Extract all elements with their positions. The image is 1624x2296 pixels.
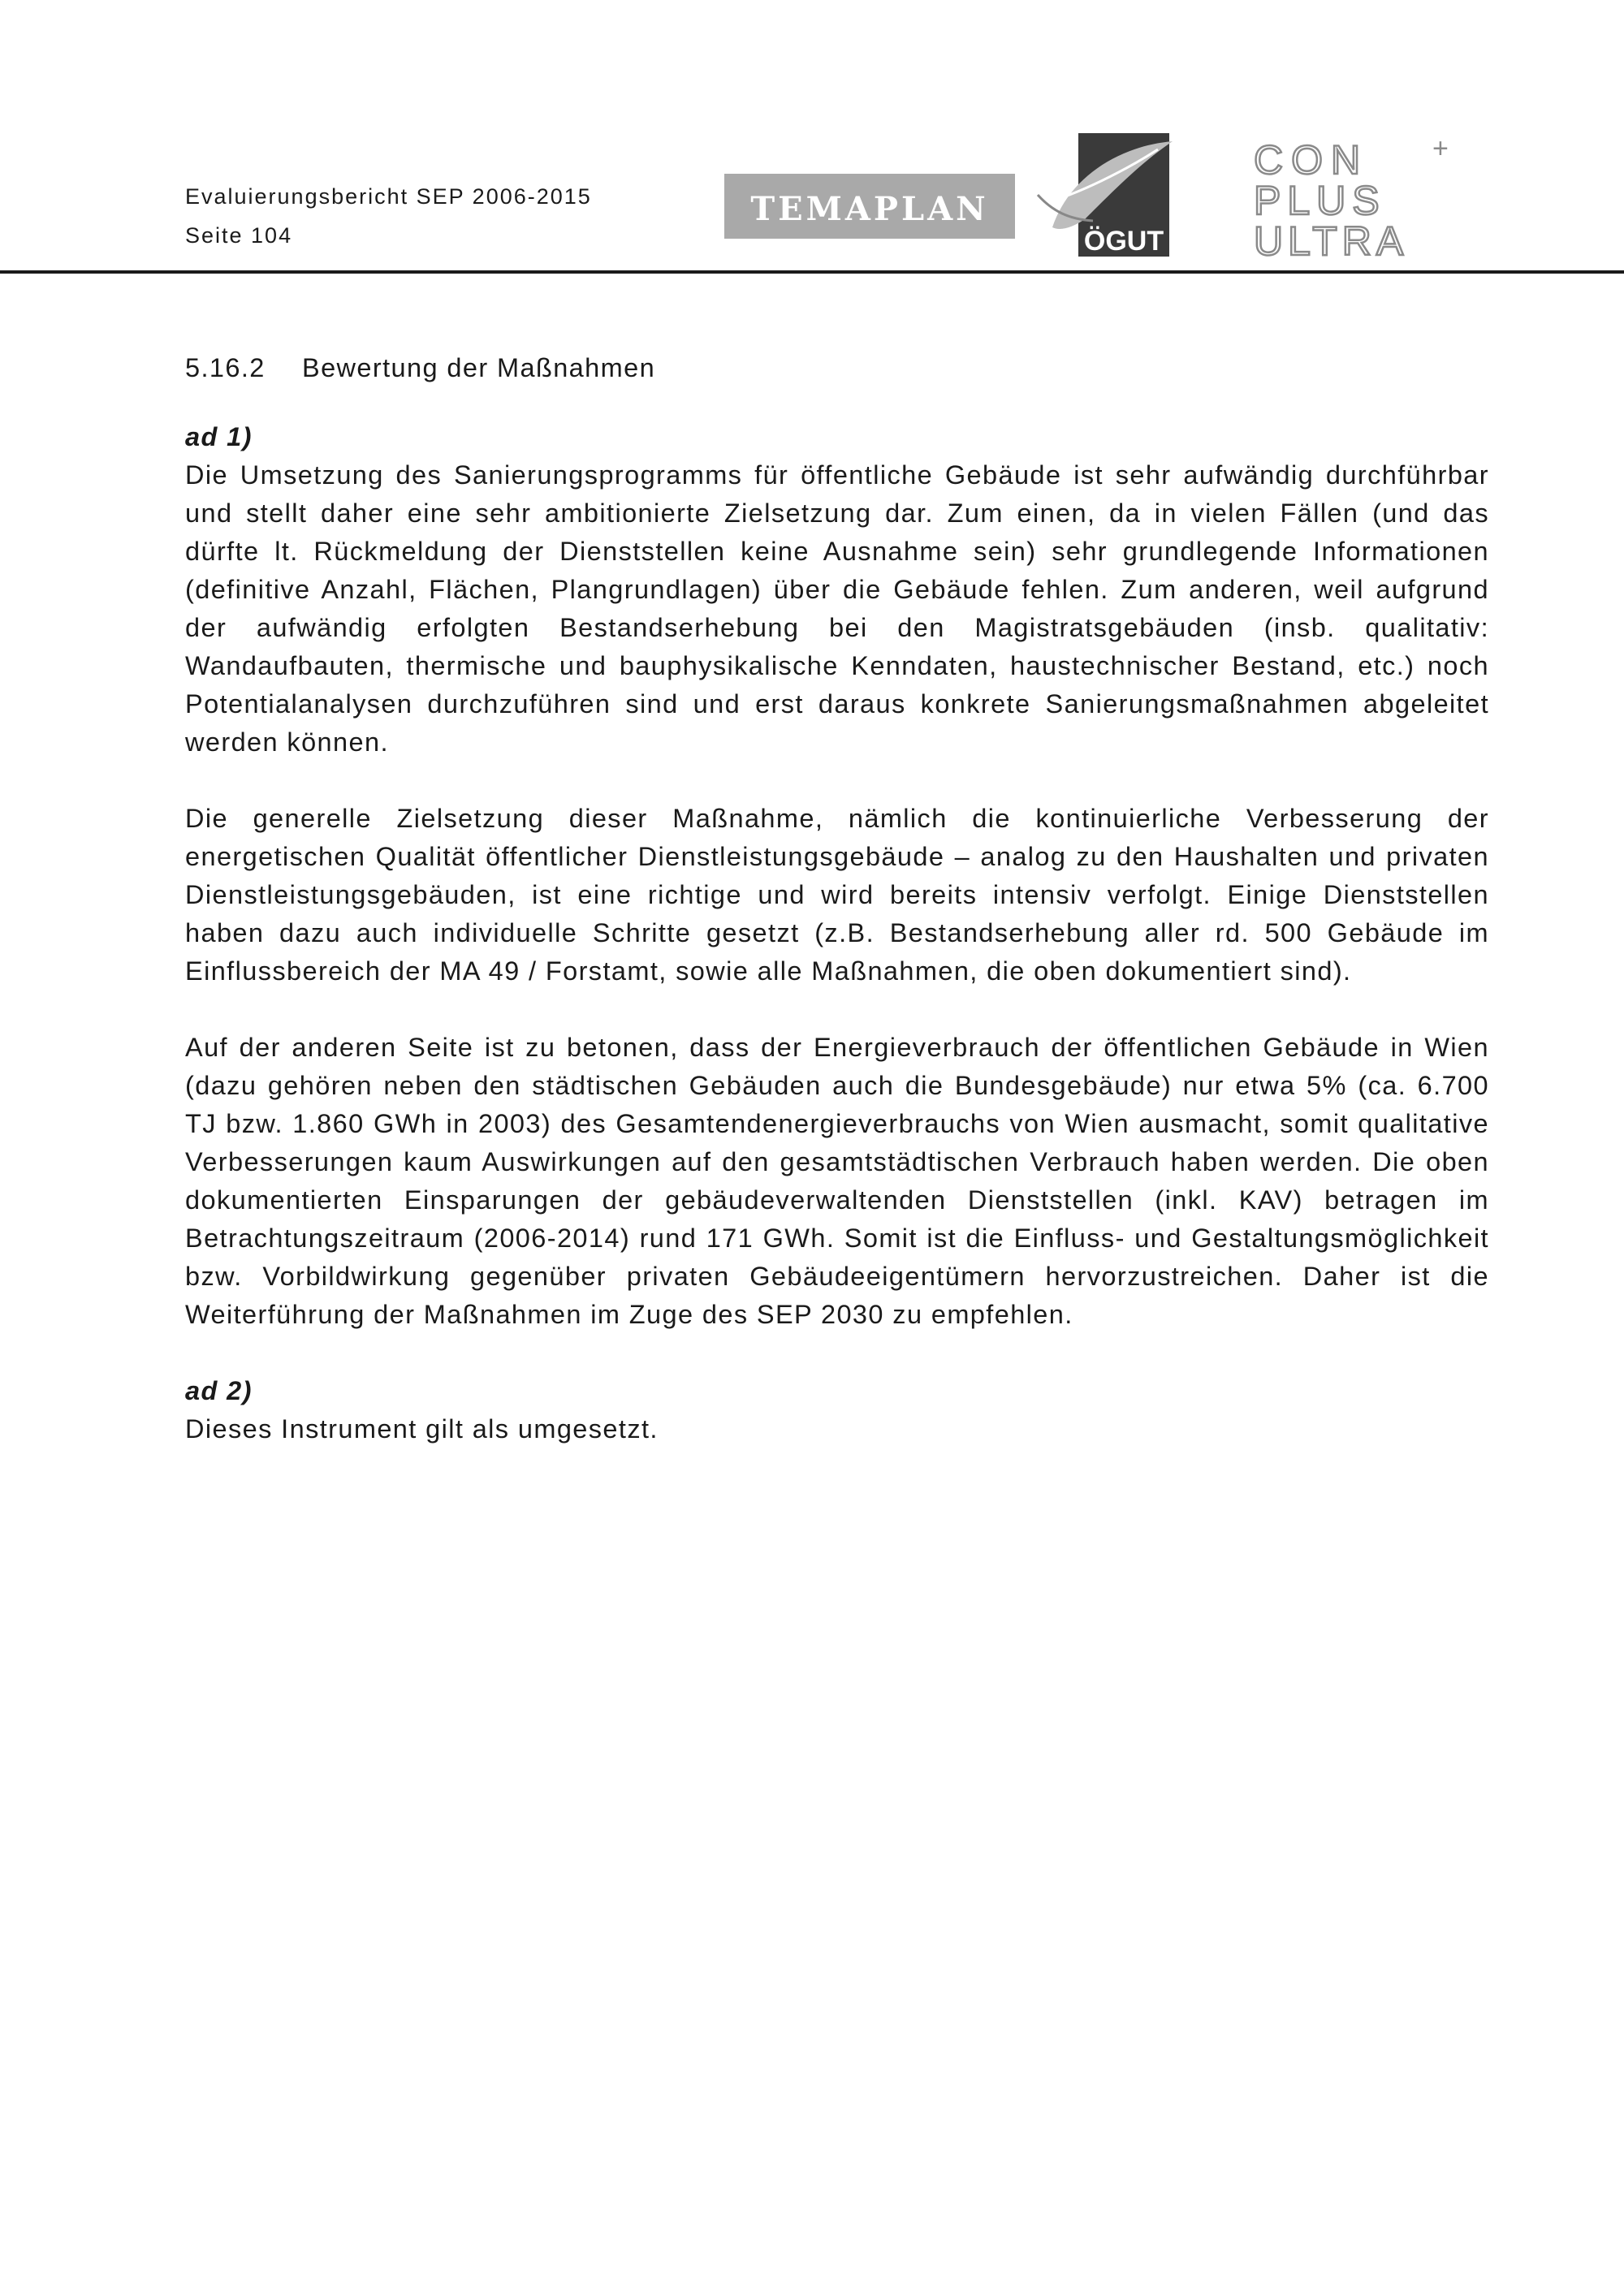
conplus-plus-mark: + <box>1432 138 1449 164</box>
conplusultra-logo <box>1250 138 1453 260</box>
report-title: Evaluierungsbericht SEP 2006-2015 <box>185 184 592 209</box>
paragraph: Die Umsetzung des Sanierungsprogramms für öffentliche Gebäude ist sehr aufwändig durchführbar und stellt daher eine sehr ambitionierte Zielsetzung dar. Zum einen, da in vielen Fällen (und das dürfte lt. Rückmeldung der Dienststellen keine Ausnahme sein) sehr grundlegende Informationen (definitive Anzahl, Flächen, Plangrundlagen) über die Gebäude fehlen. Zum anderen, weil aufgrund der aufwändig erfolgten Bestandserhebung bei den Magistratsgebäuden (insb. qualitativ: Wandaufbauten, thermische und bauphysikalische Kenndaten, haustechnischer Bestand, etc.) noch Potentialanalysen durchzuführen sind und erst daraus konkrete Sanierungsmaßnahmen abgeleitet werden können. <box>185 460 1489 757</box>
page-number: Seite 104 <box>185 223 293 248</box>
section-heading <box>185 349 1489 387</box>
section-number: 5.16.2 <box>185 353 266 382</box>
header-divider <box>0 270 1624 274</box>
paragraph: Die generelle Zielsetzung dieser Maßnahme, nämlich die kontinuierliche Verbesserung der energetischen Qualität öffentlicher Dienstleistungsgebäude – analog zu den Haushalten und privaten Dienstleistungsgebäuden, ist eine richtige und wird bereits intensiv verfolgt. Einige Dienststellen haben dazu auch individuelle Schritte gesetzt (z.B. Bestandserhebung aller rd. 500 Gebäude im Einflussbereich der MA 49 / Forstamt, sowie alle Maßnahmen, die oben dokumentiert sind). <box>185 804 1489 986</box>
paragraph: Auf der anderen Seite ist zu betonen, dass der Energieverbrauch der öffentlichen Gebäude in Wien (dazu gehören neben den städtischen Gebäuden auch die Bundesgebäude) nur etwa 5% (ca. 6.700 TJ bzw. 1.860 GWh in 2003) des Gesamtendenergieverbrauchs von Wien ausmacht, somit qualitative Verbesserungen kaum Auswirkungen auf den gesamtstädtischen Verbrauch haben werden. Die oben dokumentierten Einsparungen der gebäudeverwaltenden Dienststellen (inkl. KAV) betragen im Betrachtungszeitraum (2006-2014) rund 171 GWh. Somit ist die Einfluss- und Gestaltungsmöglichkeit bzw. Vorbildwirkung gegenüber privaten Gebäudeeigentümern hervorzustreichen. Daher ist die Weiterführung der Maßnahmen im Zuge des SEP 2030 zu empfehlen. <box>185 1033 1489 1329</box>
ogut-logo-text: ÖGUT <box>1083 226 1164 257</box>
ogut-logo <box>1036 130 1174 260</box>
header-meta <box>185 177 592 255</box>
block-ad1 <box>185 418 1489 1334</box>
conplus-line3: ULTRA <box>1254 218 1409 260</box>
block-ad2 <box>185 1372 1489 1448</box>
section-title: Bewertung der Maßnahmen <box>302 353 656 382</box>
page-header <box>0 0 1624 276</box>
temaplan-logo: TEMAPLAN <box>724 174 1015 239</box>
conplusultra-lettering <box>1254 138 1408 260</box>
page-content <box>185 349 1489 1448</box>
conplus-line1: CON <box>1254 138 1369 183</box>
conplus-line2: PLUS <box>1254 178 1386 223</box>
block-heading: ad 2) <box>185 1376 253 1405</box>
paragraph: Dieses Instrument gilt als umgesetzt. <box>185 1414 659 1444</box>
block-heading: ad 1) <box>185 422 253 451</box>
